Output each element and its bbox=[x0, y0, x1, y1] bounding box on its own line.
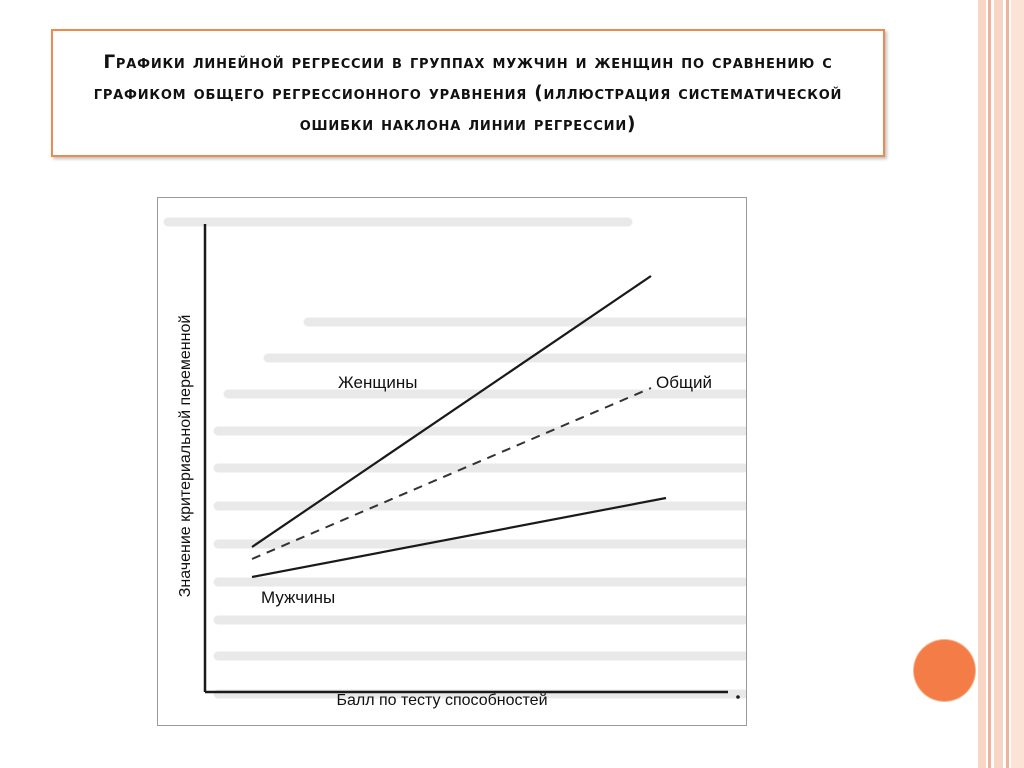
decor-circle bbox=[914, 640, 975, 701]
label-men: Мужчины bbox=[261, 588, 336, 607]
decor-stripe-2 bbox=[988, 0, 991, 768]
background-texture bbox=[168, 222, 744, 694]
decor-stripe-3 bbox=[994, 0, 1003, 768]
regression-figure bbox=[157, 197, 747, 726]
decor-stripe-5 bbox=[1011, 0, 1024, 768]
y-axis-label: Значение критериальной переменной bbox=[177, 314, 194, 598]
line-overall bbox=[252, 388, 651, 559]
title-box bbox=[51, 29, 885, 157]
label-women: Женщины bbox=[338, 373, 418, 392]
label-overall: Общий bbox=[656, 373, 712, 392]
slide-title: Графики линейной регрессии в группах мужчин и женщин по сравнению с графиком общего регрессионного уравнения (иллюстрация систематической ошибки наклона линии регрессии) bbox=[93, 51, 843, 135]
decor-stripe-1 bbox=[978, 0, 986, 768]
regression-diagram bbox=[158, 198, 746, 725]
decor-stripe-4 bbox=[1006, 0, 1009, 768]
x-axis-arrow-dot bbox=[736, 695, 740, 699]
x-axis-label: Балл по тесту способностей bbox=[336, 692, 548, 709]
